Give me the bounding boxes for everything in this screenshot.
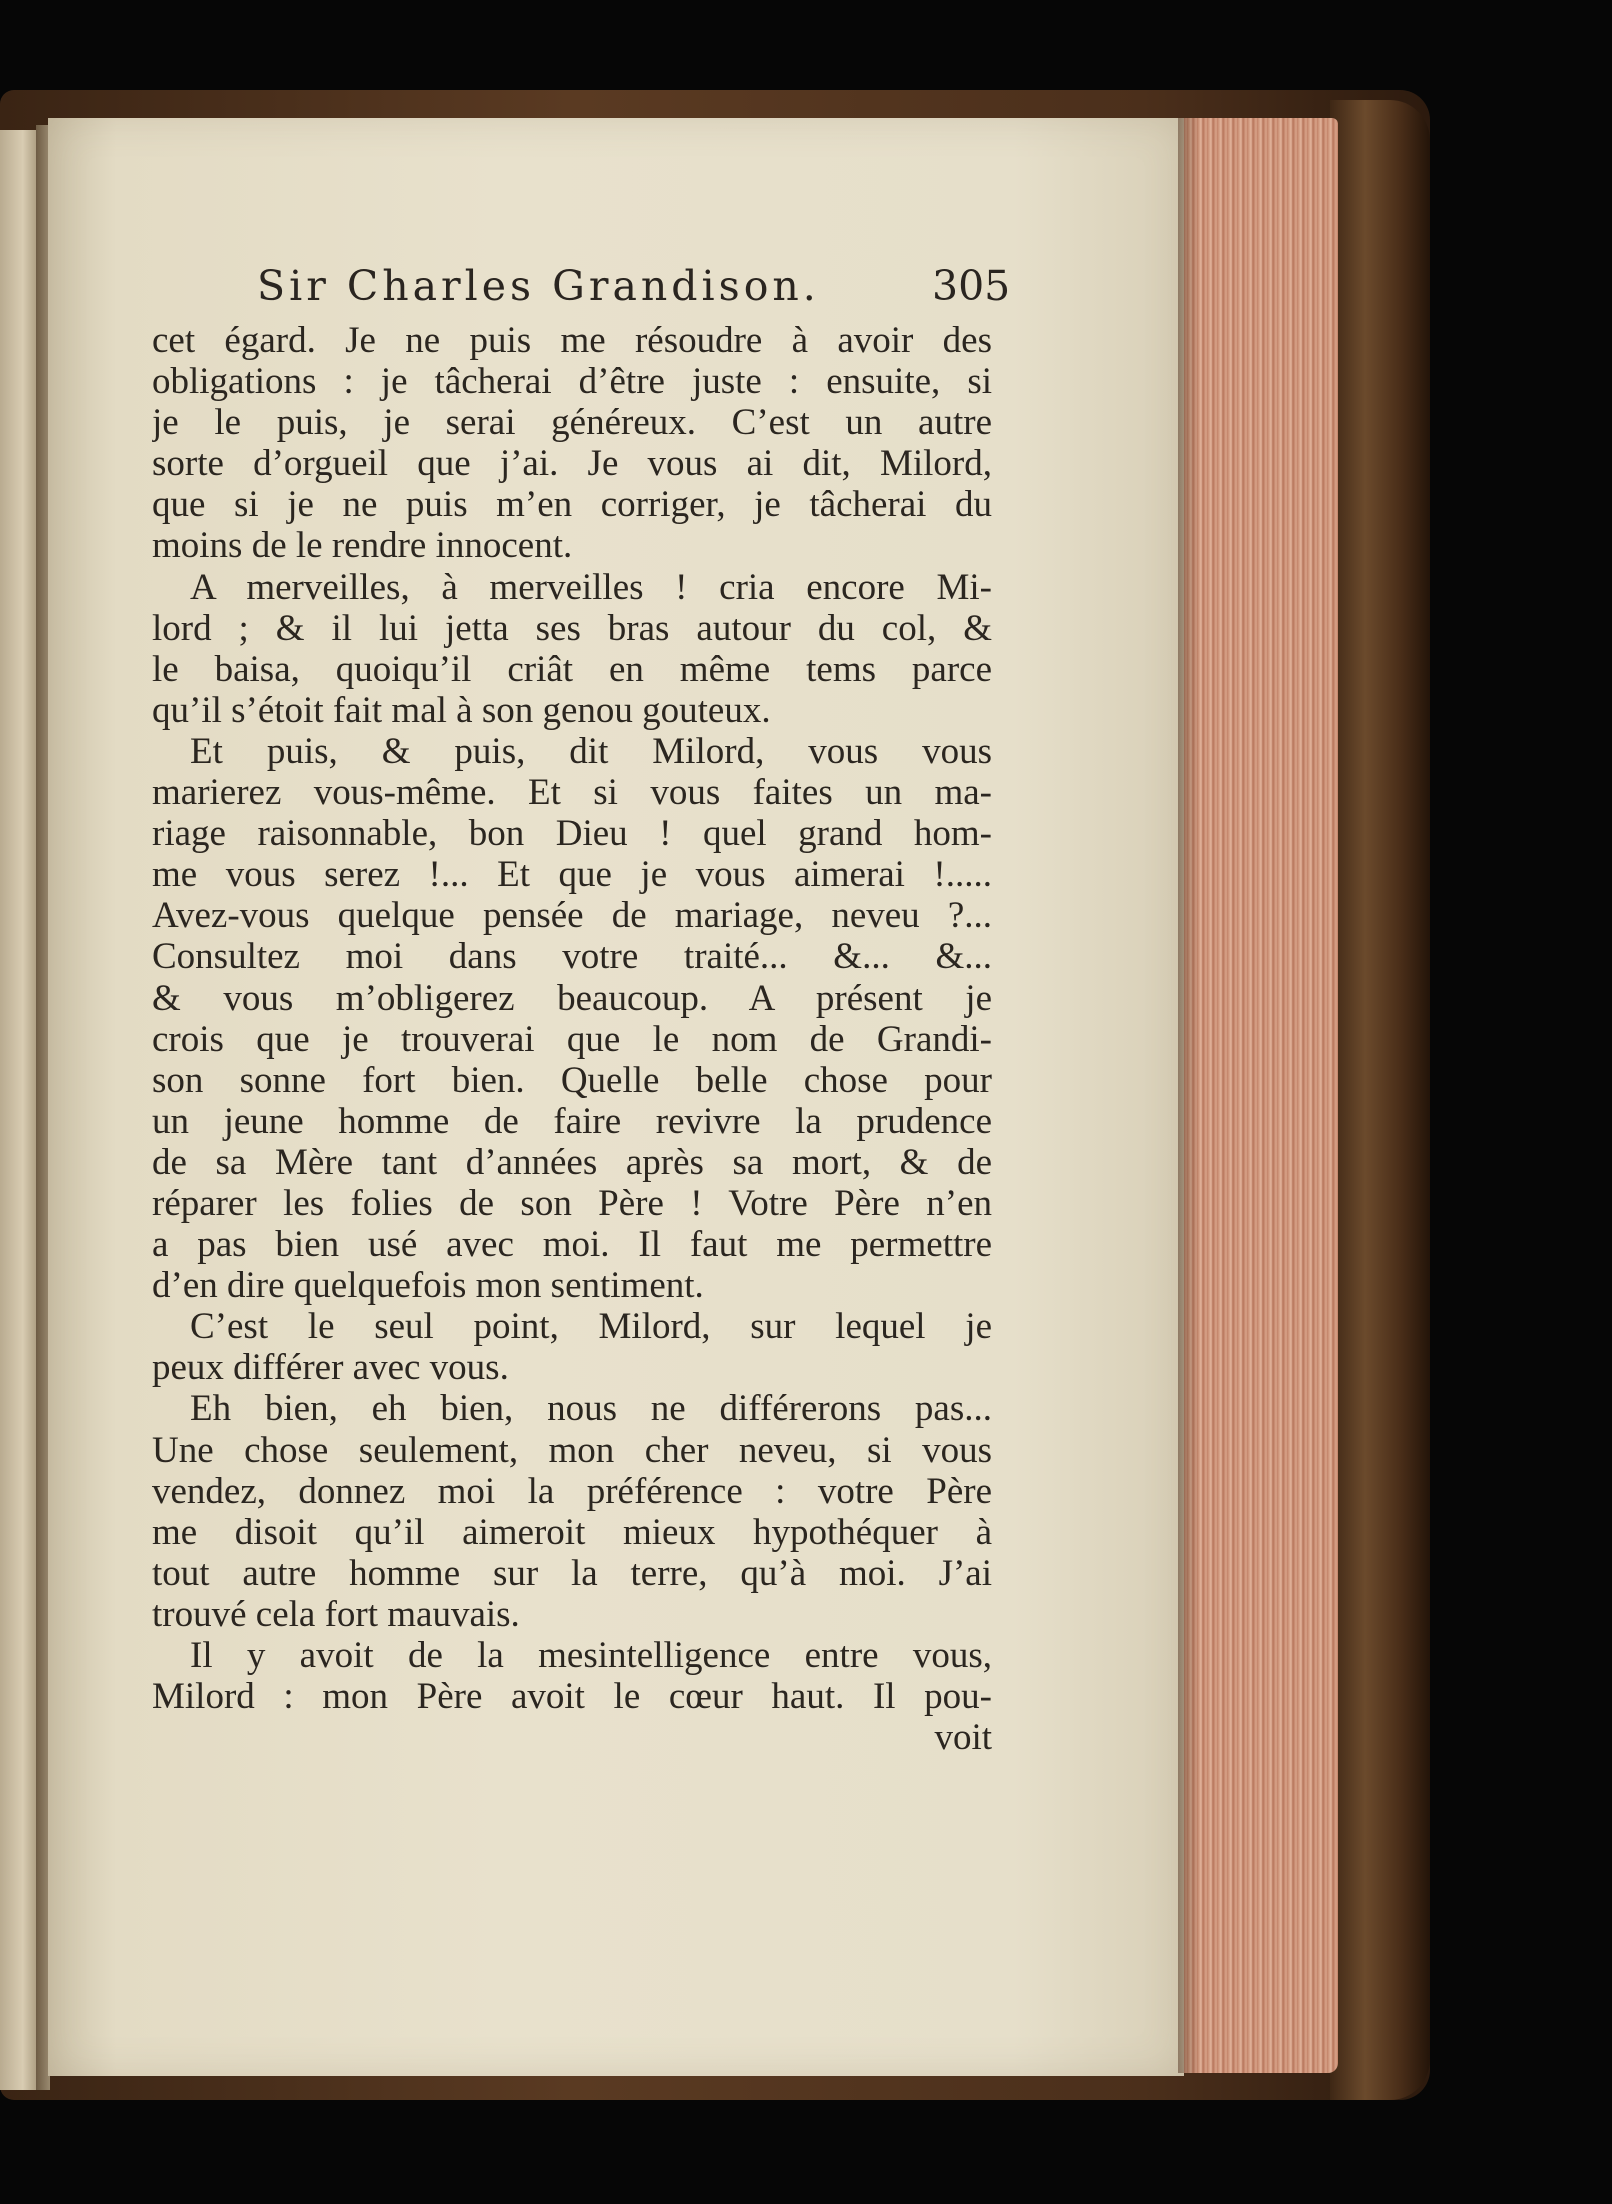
page-fore-edges <box>1178 118 1338 2073</box>
text-line: Une chose seulement, mon cher neveu, si vous <box>152 1429 992 1471</box>
text-line: a pas bien usé avec moi. Il faut me permettre <box>152 1224 992 1266</box>
text-line: marierez vous-même. Et si vous faites un ma- <box>152 772 992 814</box>
text-line: Avez-vous quelque pensée de mariage, neveu ?... <box>152 895 992 937</box>
text-line: qu’il s’étoit fait mal à son genou gouteux. <box>152 689 771 731</box>
text-line: me vous serez !... Et que je vous aimerai !..... <box>152 854 992 896</box>
text-line: son sonne fort bien. Quelle belle chose pour <box>152 1059 992 1101</box>
text-line: Et puis, & puis, dit Milord, vous vous <box>190 730 992 772</box>
text-line: un jeune homme de faire revivre la prudence <box>152 1100 992 1142</box>
text-line: & vous m’obligerez beaucoup. A présent je <box>152 977 992 1019</box>
text-line: crois que je trouverai que le nom de Grandi- <box>152 1018 992 1060</box>
text-line: A merveilles, à merveilles ! cria encore Mi- <box>190 566 992 608</box>
running-head: Sir Charles Grandison. <box>257 262 820 310</box>
facing-page-edge <box>0 130 38 2090</box>
catchword: voit <box>934 1717 992 1759</box>
page-number: 305 <box>932 262 1011 310</box>
text-line: le baisa, quoiqu’il criât en même tems parce <box>152 648 992 690</box>
body-text <box>152 320 992 1758</box>
text-line: trouvé cela fort mauvais. <box>152 1593 520 1635</box>
text-line: Il y avoit de la mesintelligence entre vous, <box>190 1635 992 1676</box>
text-line: C’est le seul point, Milord, sur lequel je <box>190 1306 992 1348</box>
text-line: lord ; & il lui jetta ses bras autour du col, & <box>152 607 992 649</box>
text-line: tout autre homme sur la terre, qu’à moi. J’ai <box>152 1552 992 1594</box>
text-line: je le puis, je serai généreux. C’est un autre <box>152 402 992 444</box>
text-line: d’en dire quelquefois mon sentiment. <box>152 1265 704 1307</box>
text-line: Eh bien, eh bien, nous ne différerons pas... <box>190 1388 992 1430</box>
leather-binding-edge <box>1330 100 1430 2100</box>
page-edge-shadow <box>1178 118 1200 2073</box>
text-line: réparer les folies de son Père ! Votre Père n’en <box>152 1182 992 1224</box>
text-line: Consultez moi dans votre traité... &... &... <box>152 936 992 978</box>
text-line: peux différer avec vous. <box>152 1347 509 1389</box>
text-line: cet égard. Je ne puis me résoudre à avoir des <box>152 320 992 361</box>
text-line: obligations : je tâcherai d’être juste : ensuite, si <box>152 361 992 403</box>
text-line: moins de le rendre innocent. <box>152 525 573 567</box>
text-line: que si je ne puis m’en corriger, je tâcherai du <box>152 484 992 526</box>
text-line: de sa Mère tant d’années après sa mort, & de <box>152 1141 992 1183</box>
text-line: me disoit qu’il aimeroit mieux hypothéquer à <box>152 1511 992 1553</box>
text-line: sorte d’orgueil que j’ai. Je vous ai dit, Milord, <box>152 443 992 485</box>
text-line: riage raisonnable, bon Dieu ! quel grand hom- <box>152 813 992 855</box>
text-line: Milord : mon Père avoit le cœur haut. Il pou- <box>152 1676 992 1718</box>
text-line: vendez, donnez moi la préférence : votre Père <box>152 1470 992 1512</box>
